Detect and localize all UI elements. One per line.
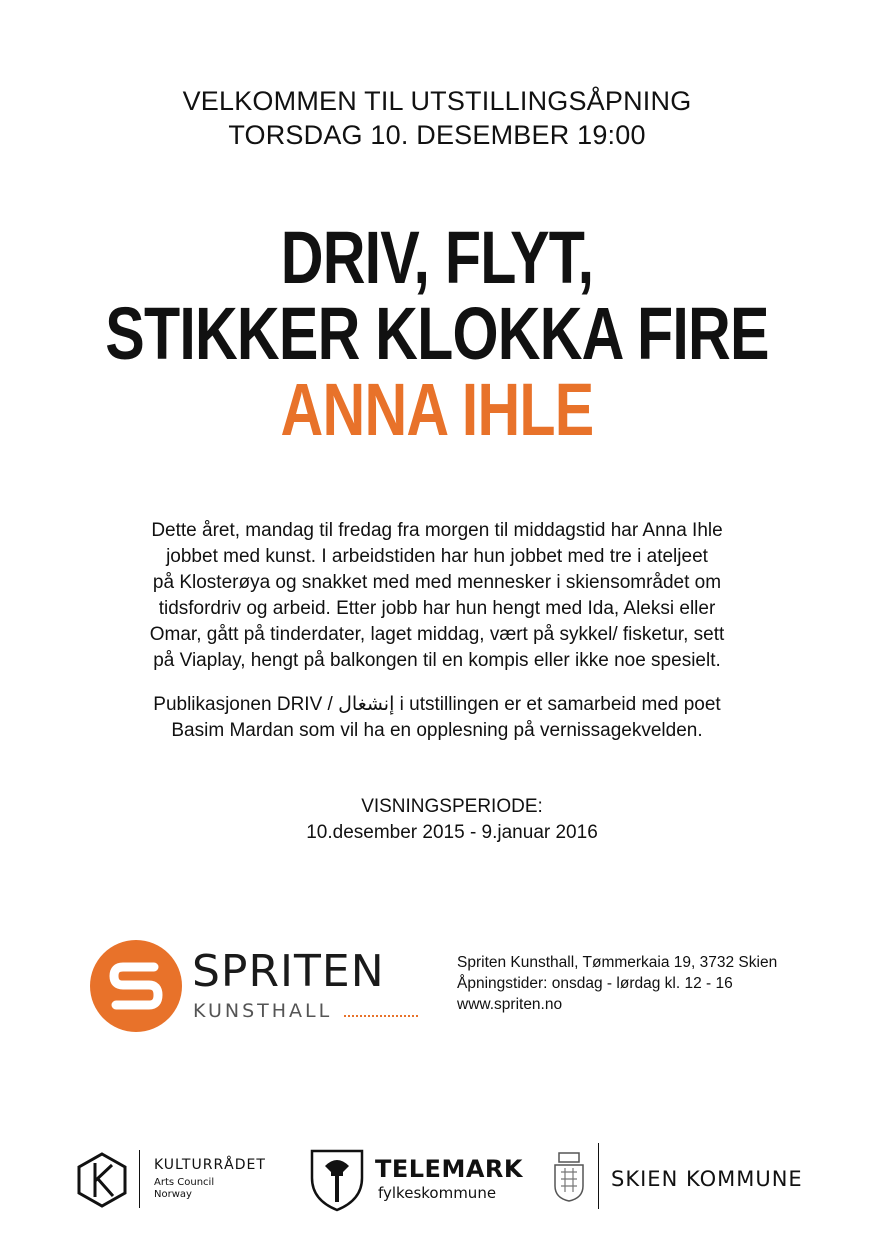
description-line: Dette året, mandag til fredag fra morgen til middagstid har Anna Ihle [151, 520, 723, 541]
invite-line-2: TORSDAG 10. DESEMBER 19:00 [228, 120, 646, 150]
telemark-name: TELEMARK [375, 1155, 523, 1183]
description-paragraph [0, 518, 874, 674]
viewing-period-label: VISNINGSPERIODE: [361, 796, 543, 817]
invite-header [0, 84, 874, 152]
skien-name: SKIEN KOMMUNE [611, 1167, 803, 1191]
skien-crest-icon [553, 1152, 585, 1202]
kulturradet-sub-line-2: Norway [154, 1189, 192, 1200]
telemark-sub: fylkeskommune [378, 1184, 497, 1202]
kulturradet-sub-line-1: Arts Council [154, 1177, 215, 1188]
exhibition-title-line-1: DRIV, FLYT, [280, 216, 594, 299]
description-line: Omar, gått på tinderdater, laget middag, vært på sykkel/ fisketur, sett [149, 624, 725, 645]
publication-paragraph [0, 692, 874, 744]
description-line: jobbet med kunst. I arbeidstiden har hun jobbet med tre i ateljeet [166, 546, 708, 567]
viewing-period [240, 794, 664, 846]
kulturradet-logo-icon [76, 1152, 128, 1208]
kulturradet-divider [139, 1150, 140, 1208]
spriten-logo-sub: KUNSTHALL [193, 1000, 333, 1022]
spriten-logo-icon [90, 940, 182, 1032]
spriten-logo-name: SPRITEN [192, 946, 385, 997]
publication-line: Basim Mardan som vil ha en opplesning på vernissagekvelden. [171, 720, 703, 741]
invite-line-1: VELKOMMEN TIL UTSTILLINGSÅPNING [182, 86, 692, 116]
venue-address: Spriten Kunsthall, Tømmerkaia 19, 3732 Skien [457, 954, 778, 971]
telemark-shield-icon [309, 1148, 365, 1212]
description-line: tidsfordriv og arbeid. Etter jobb har hun hengt med Ida, Aleksi eller [158, 598, 716, 619]
exhibition-title-line-2: STIKKER KLOKKA FIRE [105, 292, 769, 375]
kulturradet-name: KULTURRÅDET [154, 1157, 266, 1173]
kulturradet-sub [154, 1177, 214, 1201]
description-line: på Viaplay, hengt på balkongen til en kompis eller ikke noe spesielt. [153, 650, 721, 671]
description-line: på Klosterøya og snakket med med mennesker i skiensområdet om [152, 572, 722, 593]
venue-hours: Åpningstider: onsdag - lørdag kl. 12 - 16 [457, 975, 733, 992]
artist-name: ANNA IHLE [280, 368, 594, 451]
viewing-period-dates: 10.desember 2015 - 9.januar 2016 [306, 822, 598, 843]
venue-info [457, 952, 777, 1015]
publication-line: Publikasjonen DRIV / إنشغال i utstillingen er et samarbeid med poet [153, 694, 721, 715]
logo-dotted-underline [344, 1015, 418, 1017]
venue-website[interactable]: www.spriten.no [457, 996, 563, 1013]
skien-divider [598, 1143, 599, 1209]
